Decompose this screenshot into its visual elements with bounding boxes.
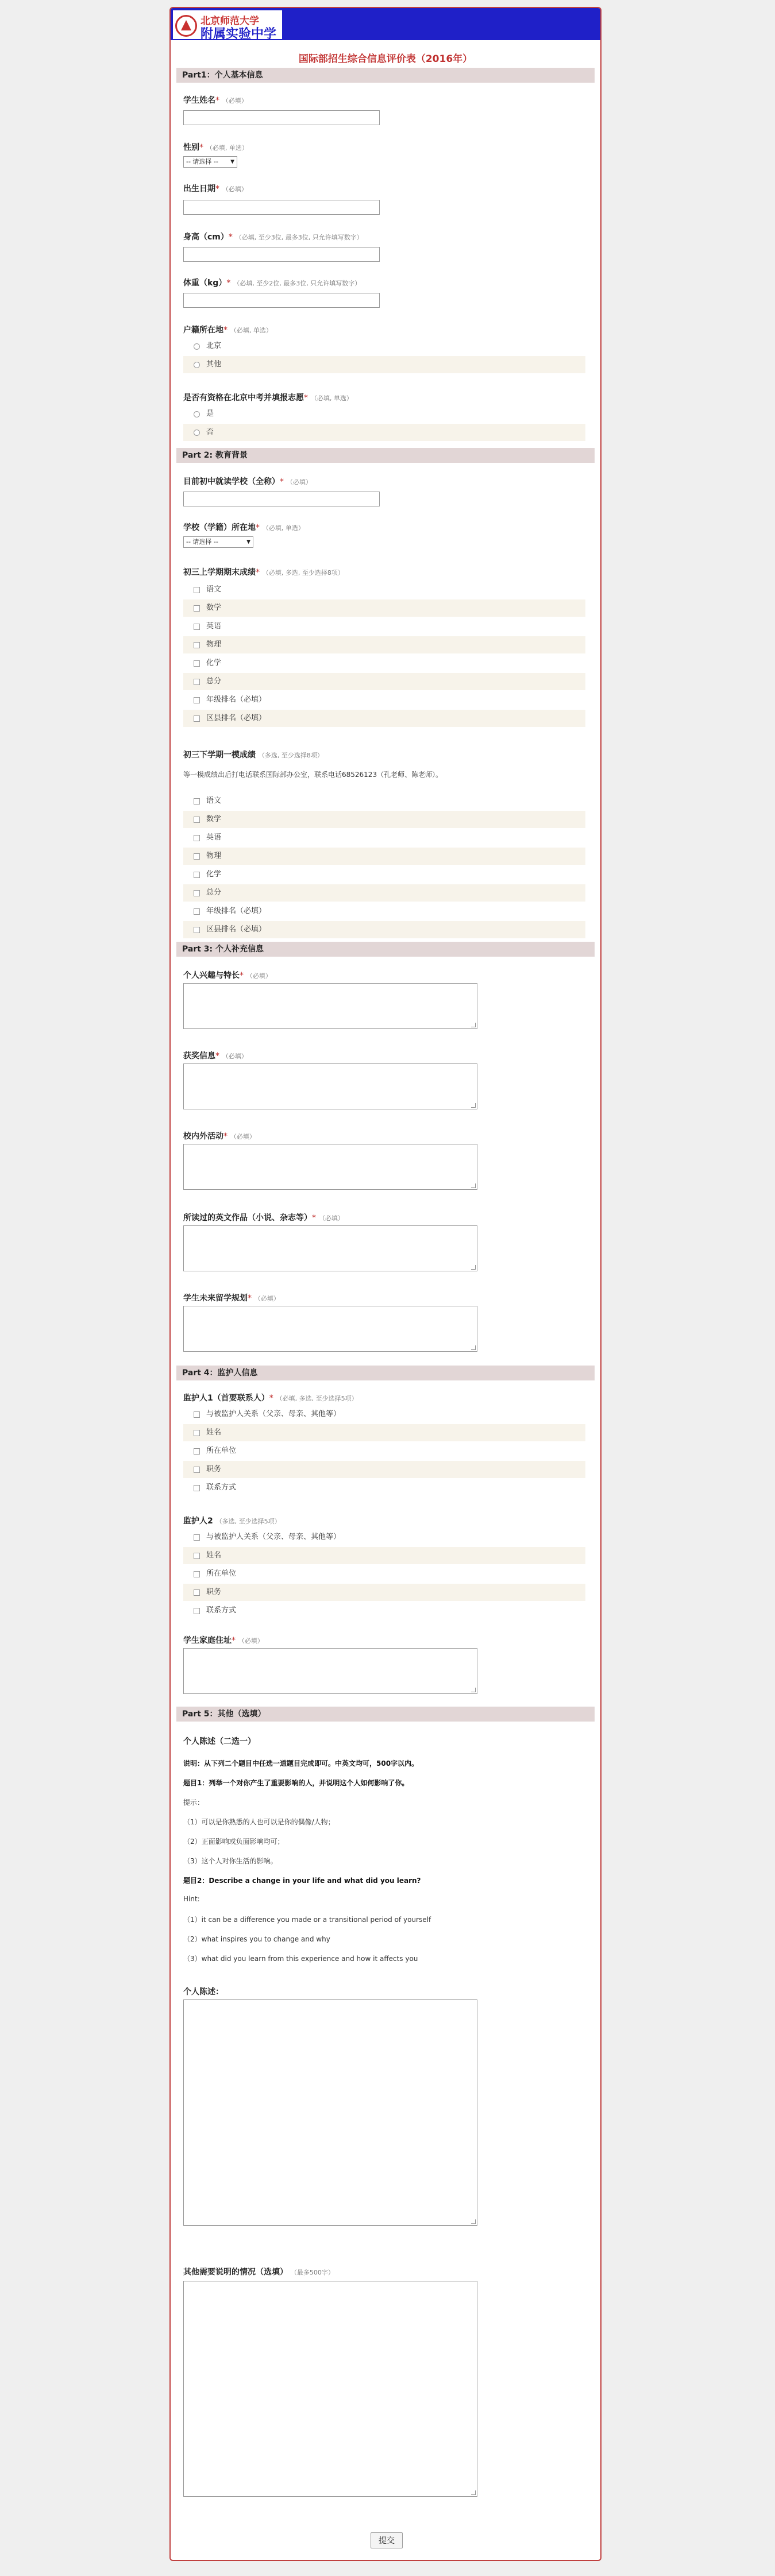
header-bar [171,8,600,40]
statement-topic2-hint-heading: Hint: [183,1895,200,1903]
checkbox-icon[interactable] [194,624,200,630]
checkbox-icon[interactable] [194,853,200,860]
checkbox-icon[interactable] [194,927,200,933]
school-label: 目前初中就读学校（全称）* （必填） [183,477,312,486]
weight-input[interactable] [183,293,380,308]
eligible-option-no[interactable]: 否 [183,424,585,441]
radio-icon[interactable] [194,362,200,368]
awards-textarea[interactable] [183,1063,477,1109]
checkbox-icon[interactable] [194,890,200,896]
grade9-option-physics[interactable]: 物理 [183,848,585,865]
checkbox-icon[interactable] [194,1430,200,1436]
statement-topic1-hint1: （1）可以是你熟悉的人也可以是你的偶像/人物； [183,1818,335,1826]
guardian1-option-name[interactable]: 姓名 [183,1424,585,1441]
checkbox-icon[interactable] [194,1534,200,1541]
statement-topic1-hint-heading: 提示： [183,1798,205,1807]
statement-topic2-hint1: （1）it can be a difference you made or a transitional period of yourself [183,1916,431,1924]
radio-icon[interactable] [194,343,200,350]
grade9-option-math[interactable]: 数学 [183,811,585,828]
checkbox-icon[interactable] [194,715,200,722]
grade8-option-chinese[interactable]: 语文 [183,581,585,598]
activities-label: 校内外活动* （必填） [183,1132,256,1141]
logo-line1: 北京师范大学 [201,16,259,27]
checkbox-icon[interactable] [194,1608,200,1614]
grade9-option-english[interactable]: 英语 [183,829,585,846]
hukou-option-beijing[interactable]: 北京 [183,338,585,355]
checkbox-icon[interactable] [194,1485,200,1491]
awards-label: 获奖信息* （必填） [183,1051,248,1061]
grade8-option-math[interactable]: 数学 [183,599,585,617]
eligible-label: 是否有资格在北京中考并填报志愿* （必填, 单选） [183,393,353,403]
name-label: 学生姓名* （必填） [183,96,248,105]
other-info-textarea[interactable] [183,2281,477,2497]
grade8-option-total[interactable]: 总分 [183,673,585,690]
name-input[interactable] [183,110,380,125]
reading-textarea[interactable] [183,1225,477,1271]
checkbox-icon[interactable] [194,642,200,648]
district-label: 学校（学籍）所在地* （必填, 单选） [183,523,304,532]
grade8-label: 初三上学期期末成绩* （必填, 多选, 至少选择8项） [183,568,344,577]
plan-label: 学生未来留学规划* （必填） [183,1294,280,1303]
birth-date-input[interactable] [183,200,380,215]
guardian1-option-relation[interactable]: 与被监护人关系（父亲、母亲、其他等） [183,1406,585,1423]
checkbox-icon[interactable] [194,697,200,703]
radio-icon[interactable] [194,430,200,436]
gender-label: 性别* （必填, 单选） [183,143,248,152]
checkbox-icon[interactable] [194,835,200,841]
school-input[interactable] [183,492,380,506]
checkbox-icon[interactable] [194,798,200,804]
grade9-option-district-rank[interactable]: 区县排名（必填） [183,921,585,938]
guardian1-option-employer[interactable]: 所在单位 [183,1442,585,1460]
section-part4-header: Part 4：监护人信息 [176,1366,595,1380]
checkbox-icon[interactable] [194,679,200,685]
checkbox-icon[interactable] [194,660,200,667]
grade9-option-chemistry[interactable]: 化学 [183,866,585,883]
guardian2-option-name[interactable]: 姓名 [183,1547,585,1564]
statement-instructions: 说明：从下列二个题目中任选一道题目完成即可。中英文均可，500字以内。 [183,1759,419,1767]
statement-title: 个人陈述（二选一） [183,1737,256,1746]
statement-topic2-hint3: （3）what did you learn from this experience and how it affects you [183,1955,418,1963]
address-textarea[interactable] [183,1648,477,1694]
guardian2-label: 监护人2 （多选, 至少选择5项） [183,1517,281,1526]
checkbox-icon[interactable] [194,605,200,612]
grade9-option-grade-rank[interactable]: 年级排名（必填） [183,903,585,920]
guardian2-option-relation[interactable]: 与被监护人关系（父亲、母亲、其他等） [183,1529,585,1546]
reading-label: 所读过的英文作品（小说、杂志等）* （必填） [183,1213,344,1223]
school-emblem-icon [175,15,197,37]
guardian1-option-contact[interactable]: 联系方式 [183,1479,585,1496]
statement-topic1-hint2: （2）正面影响或负面影响均可； [183,1838,284,1846]
guardian2-option-contact[interactable]: 联系方式 [183,1602,585,1619]
school-logo [173,10,282,39]
grade9-label: 初三下学期一模成绩 （多选, 至少选择8项） [183,751,323,760]
grade9-option-chinese[interactable]: 语文 [183,792,585,810]
statement-label: 个人陈述： [183,1987,223,1997]
statement-topic2: 题目2：Describe a change in your life and what did you learn? [183,1877,421,1885]
checkbox-icon[interactable] [194,1553,200,1559]
grade8-option-district-rank[interactable]: 区县排名（必填） [183,710,585,727]
submit-button[interactable]: 提交 [371,2532,403,2548]
logo-line2: 附属实验中学 [201,27,277,41]
checkbox-icon[interactable] [194,908,200,915]
other-info-label: 其他需要说明的情况（选填） （最多500字） [183,2268,334,2277]
gender-select[interactable]: -- 请选择 -- ▼ [183,156,237,168]
birth-date-label: 出生日期* （必填） [183,184,248,194]
checkbox-icon[interactable] [194,1467,200,1473]
hukou-label: 户籍所在地* （必填, 单选） [183,326,272,335]
section-part3-header: Part 3: 个人补充信息 [176,942,595,957]
section-part5-header: Part 5：其他（选填） [176,1707,595,1722]
eligible-option-yes[interactable]: 是 [183,405,585,423]
grade9-option-total[interactable]: 总分 [183,884,585,902]
form-container [169,7,602,2561]
hukou-option-other[interactable]: 其他 [183,356,585,373]
height-input[interactable] [183,247,380,262]
guardian1-label: 监护人1（首要联系人）* （必填, 多选, 至少选择5项） [183,1394,358,1403]
checkbox-icon[interactable] [194,587,200,593]
guardian1-option-position[interactable]: 职务 [183,1461,585,1478]
hobbies-textarea[interactable] [183,983,477,1029]
checkbox-icon[interactable] [194,1589,200,1596]
height-label: 身高（cm）* （必填, 至少3位, 最多3位, 只允许填写数字） [183,233,363,242]
guardian2-option-position[interactable]: 职务 [183,1584,585,1601]
radio-icon[interactable] [194,411,200,417]
activities-textarea[interactable] [183,1144,477,1190]
checkbox-icon[interactable] [194,1571,200,1577]
checkbox-icon[interactable] [194,1411,200,1418]
section-part2-header: Part 2: 教育背景 [176,448,595,463]
district-select[interactable]: -- 请选择 -- ▼ [183,536,253,548]
statement-topic2-hint2: （2）what inspires you to change and why [183,1935,330,1943]
checkbox-icon[interactable] [194,817,200,823]
grade8-option-grade-rank[interactable]: 年级排名（必填） [183,691,585,709]
guardian2-option-employer[interactable]: 所在单位 [183,1565,585,1583]
weight-label: 体重（kg）* （必填, 至少2位, 最多3位, 只允许填写数字） [183,279,361,288]
statement-textarea[interactable] [183,1999,477,2226]
statement-topic1-hint3: （3）这个人对你生活的影响。 [183,1857,277,1865]
page-title: 国际部招生综合信息评价表（2016年） [298,53,473,65]
statement-topic1: 题目1：列举一个对你产生了重要影响的人，并说明这个人如何影响了你。 [183,1779,409,1787]
plan-textarea[interactable] [183,1306,477,1352]
grade8-option-physics[interactable]: 物理 [183,636,585,653]
grade8-option-english[interactable]: 英语 [183,618,585,635]
grade9-note: 等一模成绩出后打电话联系国际部办公室，联系电话68526123（孔老师、陈老师）。 [183,771,443,779]
section-part1-header: Part1：个人基本信息 [176,68,595,83]
checkbox-icon[interactable] [194,872,200,878]
address-label: 学生家庭住址* （必填） [183,1636,264,1645]
grade8-option-chemistry[interactable]: 化学 [183,655,585,672]
checkbox-icon[interactable] [194,1448,200,1455]
hobbies-label: 个人兴趣与特长* （必填） [183,971,272,980]
